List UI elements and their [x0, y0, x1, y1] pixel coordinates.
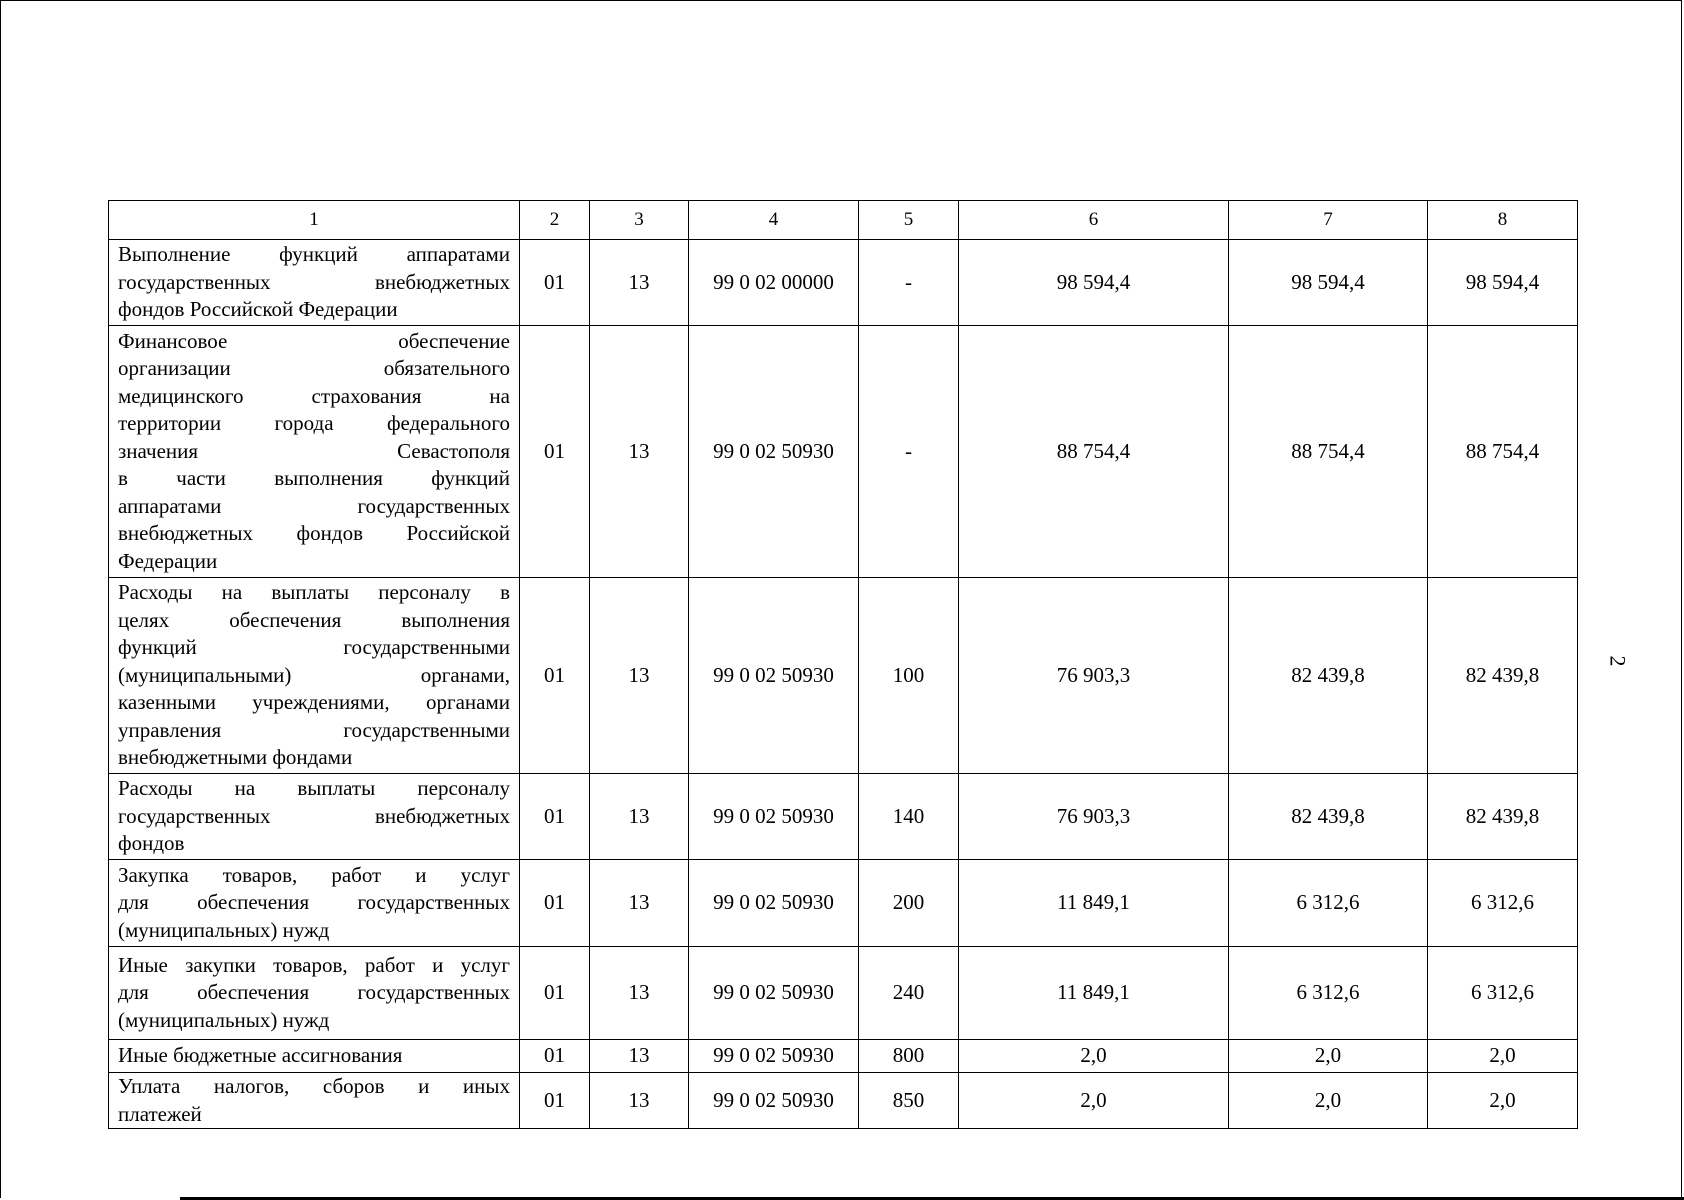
- value-cell-c2: 01: [520, 774, 590, 860]
- value-cell-c2: 01: [520, 240, 590, 326]
- table-row: [109, 1073, 1578, 1129]
- description-line: управления государственными: [118, 717, 510, 742]
- value-cell-c2: 01: [520, 326, 590, 578]
- budget-table: [108, 200, 1578, 1129]
- description-line: Иные бюджетные ассигнования: [118, 1043, 403, 1068]
- table-row: [109, 578, 1578, 774]
- value-cell-c4: 99 0 02 50930: [689, 578, 859, 774]
- description-line: (муниципальных) нужд: [118, 917, 330, 942]
- header-cell: 3: [590, 201, 689, 240]
- value-cell-c6: 2,0: [959, 1040, 1229, 1073]
- value-cell-c6: 76 903,3: [959, 774, 1229, 860]
- description-line: территории города федерального: [118, 411, 510, 436]
- table-row: [109, 860, 1578, 947]
- value-cell-c4: 99 0 02 50930: [689, 1040, 859, 1073]
- header-cell: 6: [959, 201, 1229, 240]
- value-cell-c8: 2,0: [1428, 1073, 1578, 1129]
- table-header-row: [109, 201, 1578, 240]
- description-line: Финансовое обеспечение: [118, 328, 510, 353]
- description-line: государственных внебюджетных: [118, 803, 510, 828]
- value-cell-c4: 99 0 02 00000: [689, 240, 859, 326]
- description-cell: [109, 578, 520, 774]
- value-cell-c3: 13: [590, 578, 689, 774]
- description-line: Расходы на выплаты персоналу: [118, 776, 510, 801]
- value-cell-c3: 13: [590, 1073, 689, 1129]
- value-cell-c7: 6 312,6: [1229, 947, 1428, 1040]
- value-cell-c5: 850: [859, 1073, 959, 1129]
- description-cell: [109, 947, 520, 1040]
- description-line: казенными учреждениями, органами: [118, 690, 510, 715]
- value-cell-c6: 2,0: [959, 1073, 1229, 1129]
- table-row: [109, 240, 1578, 326]
- value-cell-c6: 76 903,3: [959, 578, 1229, 774]
- header-cell: 1: [109, 201, 520, 240]
- description-line: (муниципальными) органами,: [118, 662, 510, 687]
- value-cell-c7: 2,0: [1229, 1073, 1428, 1129]
- header-cell: 4: [689, 201, 859, 240]
- description-line: медицинского страхования на: [118, 383, 510, 408]
- value-cell-c5: 100: [859, 578, 959, 774]
- value-cell-c8: 6 312,6: [1428, 860, 1578, 947]
- value-cell-c5: 140: [859, 774, 959, 860]
- header-cell: 2: [520, 201, 590, 240]
- description-line: Выполнение функций аппаратами: [118, 242, 510, 267]
- value-cell-c4: 99 0 02 50930: [689, 1073, 859, 1129]
- description-line: фондов Российской Федерации: [118, 297, 398, 322]
- value-cell-c2: 01: [520, 578, 590, 774]
- table-body: [109, 201, 1578, 1129]
- description-line: организации обязательного: [118, 356, 510, 381]
- description-line: Закупка товаров, работ и услуг: [118, 862, 510, 887]
- value-cell-c8: 82 439,8: [1428, 578, 1578, 774]
- table-row: [109, 326, 1578, 578]
- value-cell-c7: 82 439,8: [1229, 578, 1428, 774]
- description-line: в части выполнения функций: [118, 466, 510, 491]
- value-cell-c2: 01: [520, 860, 590, 947]
- description-line: фондов: [118, 831, 185, 856]
- description-line: Иные закупки товаров, работ и услуг: [118, 952, 510, 977]
- description-line: для обеспечения государственных: [118, 890, 510, 915]
- table-row: [109, 1040, 1578, 1073]
- value-cell-c5: 240: [859, 947, 959, 1040]
- description-line: внебюджетными фондами: [118, 745, 353, 770]
- page-number: 2: [1605, 655, 1631, 667]
- description-line: аппаратами государственных: [118, 493, 510, 518]
- description-line: внебюджетных фондов Российской: [118, 521, 510, 546]
- value-cell-c5: 200: [859, 860, 959, 947]
- value-cell-c4: 99 0 02 50930: [689, 860, 859, 947]
- value-cell-c8: 88 754,4: [1428, 326, 1578, 578]
- value-cell-c7: 2,0: [1229, 1040, 1428, 1073]
- description-line: целях обеспечения выполнения: [118, 607, 510, 632]
- description-cell: [109, 1040, 520, 1073]
- header-cell: 7: [1229, 201, 1428, 240]
- value-cell-c4: 99 0 02 50930: [689, 947, 859, 1040]
- value-cell-c7: 98 594,4: [1229, 240, 1428, 326]
- description-line: значения Севастополя: [118, 438, 510, 463]
- header-cell: 8: [1428, 201, 1578, 240]
- table-row: [109, 774, 1578, 860]
- value-cell-c8: 2,0: [1428, 1040, 1578, 1073]
- value-cell-c3: 13: [590, 860, 689, 947]
- description-line: Уплата налогов, сборов и иных: [118, 1074, 510, 1098]
- value-cell-c5: -: [859, 240, 959, 326]
- value-cell-c6: 98 594,4: [959, 240, 1229, 326]
- description-cell: [109, 326, 520, 578]
- description-line: для обеспечения государственных: [118, 980, 510, 1005]
- description-cell: [109, 1073, 520, 1129]
- description-line: Федерации: [118, 548, 218, 573]
- value-cell-c2: 01: [520, 947, 590, 1040]
- description-cell: [109, 774, 520, 860]
- value-cell-c3: 13: [590, 774, 689, 860]
- value-cell-c3: 13: [590, 947, 689, 1040]
- header-cell: 5: [859, 201, 959, 240]
- value-cell-c2: 01: [520, 1073, 590, 1129]
- value-cell-c6: 88 754,4: [959, 326, 1229, 578]
- value-cell-c6: 11 849,1: [959, 947, 1229, 1040]
- value-cell-c3: 13: [590, 1040, 689, 1073]
- description-line: функций государственными: [118, 635, 510, 660]
- value-cell-c4: 99 0 02 50930: [689, 774, 859, 860]
- value-cell-c3: 13: [590, 240, 689, 326]
- description-line: платежей: [118, 1101, 202, 1126]
- value-cell-c3: 13: [590, 326, 689, 578]
- value-cell-c8: 98 594,4: [1428, 240, 1578, 326]
- description-cell: [109, 240, 520, 326]
- value-cell-c4: 99 0 02 50930: [689, 326, 859, 578]
- value-cell-c5: 800: [859, 1040, 959, 1073]
- description-line: государственных внебюджетных: [118, 269, 510, 294]
- value-cell-c8: 82 439,8: [1428, 774, 1578, 860]
- value-cell-c6: 11 849,1: [959, 860, 1229, 947]
- table-row: [109, 947, 1578, 1040]
- value-cell-c7: 88 754,4: [1229, 326, 1428, 578]
- description-line: Расходы на выплаты персоналу в: [118, 580, 510, 605]
- description-line: (муниципальных) нужд: [118, 1007, 330, 1032]
- description-cell: [109, 860, 520, 947]
- value-cell-c7: 82 439,8: [1229, 774, 1428, 860]
- value-cell-c2: 01: [520, 1040, 590, 1073]
- value-cell-c8: 6 312,6: [1428, 947, 1578, 1040]
- value-cell-c5: -: [859, 326, 959, 578]
- value-cell-c7: 6 312,6: [1229, 860, 1428, 947]
